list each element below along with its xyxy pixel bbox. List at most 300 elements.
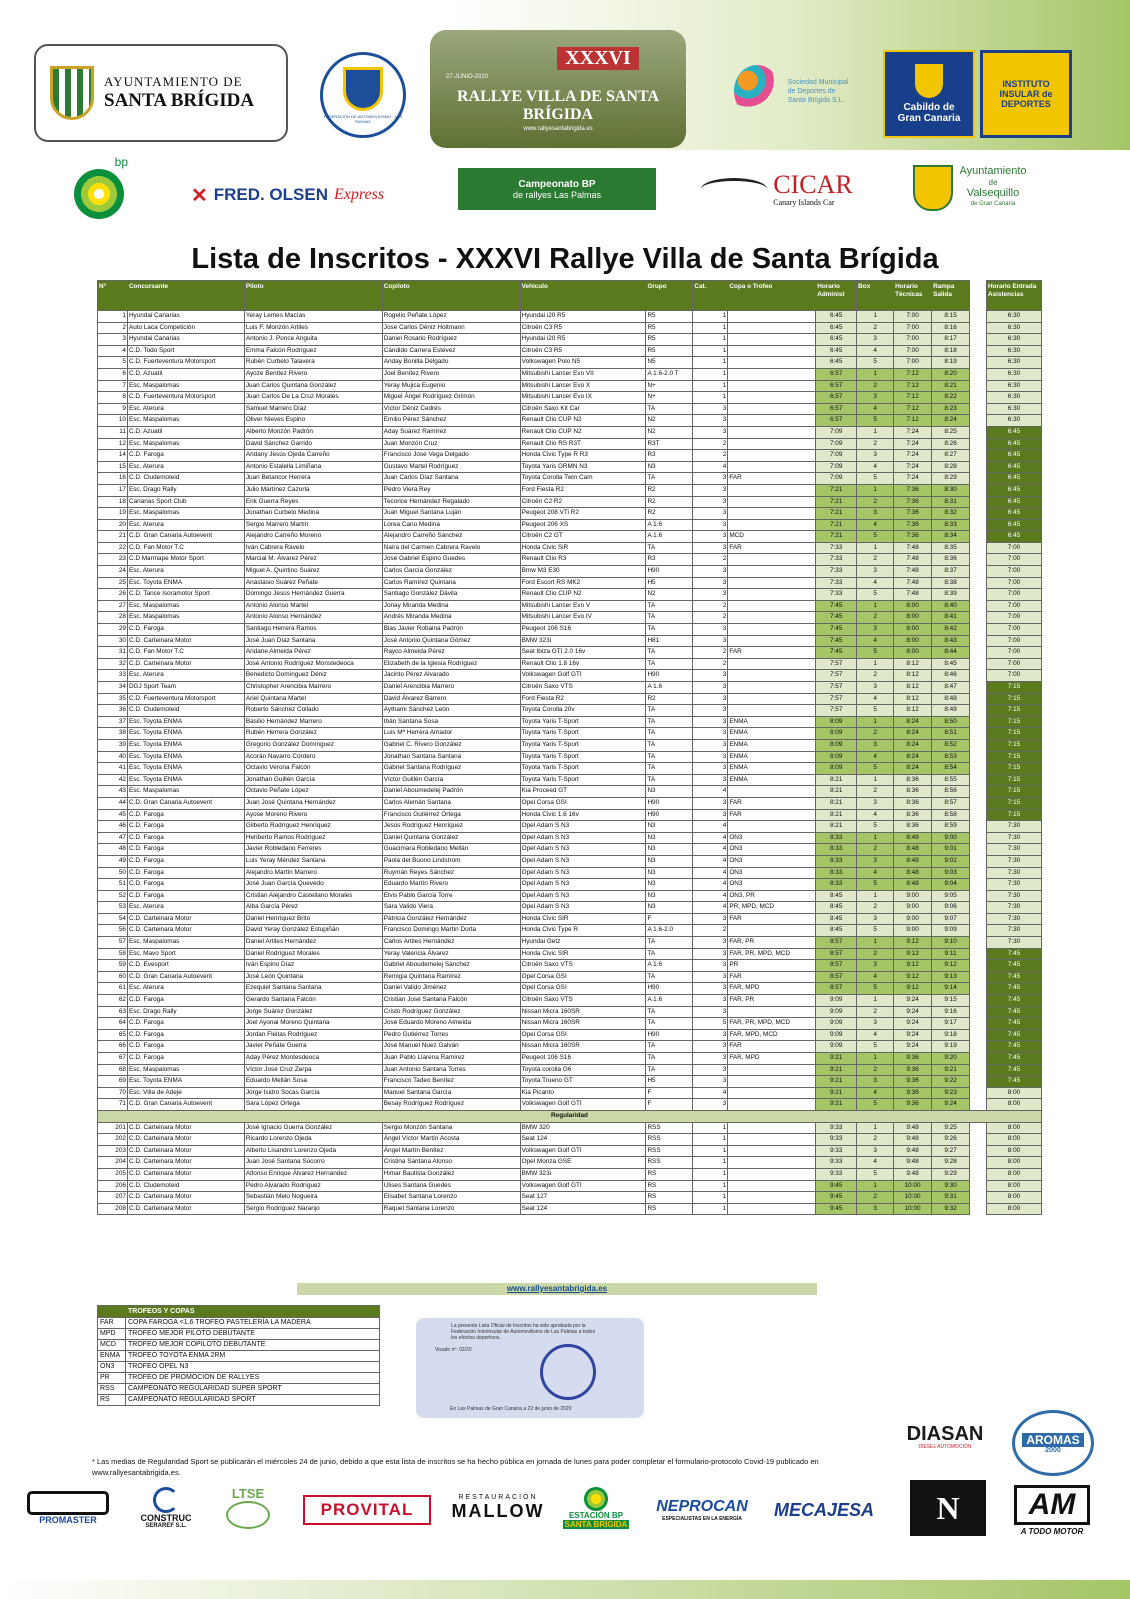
cell-asistencias: 7:15	[986, 716, 1041, 728]
cell-copa	[728, 415, 816, 427]
cell-piloto: Domingo Jesús Hernández Guerra	[244, 589, 382, 601]
cell-asistencias: 7:30	[986, 879, 1041, 891]
cell-piloto: Daniel Rodríguez Morales	[244, 948, 382, 960]
cell-concursante: C.D. Carteinara Motor	[127, 658, 244, 670]
cell-piloto: Sergio Rodríguez Naranjo	[244, 1203, 382, 1215]
promaster-mark-icon	[27, 1491, 109, 1515]
cell-rampa: 8:23	[932, 403, 970, 415]
cell-asistencias: 7:45	[986, 1076, 1041, 1088]
cell-box: 5	[857, 589, 894, 601]
cell-rampa: 8:51	[932, 728, 970, 740]
cell-copiloto: Santiago González Dávila	[382, 589, 520, 601]
cell-asistencias: 7:00	[986, 635, 1041, 647]
cell-num: 48	[98, 844, 128, 856]
cicar-sub: Canary Islands Car	[773, 197, 835, 207]
cell-rampa: 8:39	[932, 589, 970, 601]
cell-asistencias: 6:30	[986, 345, 1041, 357]
cell-box: 2	[857, 496, 894, 508]
cell-horario-tecnicas: 8:36	[894, 797, 932, 809]
cell-piloto: Iván Espino Díaz	[244, 960, 382, 972]
cell-grupo: A 1.6-2.0 T	[646, 368, 693, 380]
cell-box: 1	[857, 1180, 894, 1192]
cell-concursante: C.D. Cludemoteid	[127, 705, 244, 717]
cell-vehiculo: Peugeot 208 VTi R2	[520, 508, 646, 520]
trofeo-desc: CAMPEONATO REGULARIDAD SUPER SPORT	[126, 1384, 380, 1395]
table-row	[98, 867, 1042, 879]
cell-box: 4	[857, 1087, 894, 1099]
cell-grupo: TA	[646, 751, 693, 763]
cell-num: 69	[98, 1076, 128, 1088]
cell-num: 44	[98, 797, 128, 809]
trofeo-row	[98, 1318, 380, 1329]
rally-date: 27-JUNIO-2020	[446, 73, 489, 80]
cell-vehiculo: Seat 124	[520, 1203, 646, 1215]
cell-horario-tecnicas: 7:36	[894, 508, 932, 520]
cell-rampa: 9:23	[932, 1087, 970, 1099]
cell-asistencias: 7:00	[986, 612, 1041, 624]
cell-horario-admin: 8:57	[816, 948, 857, 960]
cell-asistencias: 8:00	[986, 1157, 1041, 1169]
table-row	[98, 809, 1042, 821]
cell-vehiculo: Citroën Saxo VTS	[520, 960, 646, 972]
cell-asistencias: 7:45	[986, 995, 1041, 1007]
cell-horario-admin: 8:33	[816, 867, 857, 879]
cell-gap	[970, 937, 987, 949]
cell-gap	[970, 1041, 987, 1053]
cell-num: 23	[98, 554, 128, 566]
cell-piloto: Rubén Herrera González	[244, 728, 382, 740]
cell-box: 4	[857, 693, 894, 705]
cell-copa: FAR, PR, MPD, MCD	[728, 948, 816, 960]
cell-grupo: TA	[646, 774, 693, 786]
cell-gap	[970, 519, 987, 531]
cell-horario-tecnicas: 9:24	[894, 995, 932, 1007]
cell-gap	[970, 1018, 987, 1030]
cell-rampa: 9:07	[932, 913, 970, 925]
cell-horario-admin: 6:45	[816, 345, 857, 357]
cell-piloto: Roberto Sánchez Collado	[244, 705, 382, 717]
cell-asistencias: 7:15	[986, 763, 1041, 775]
cell-rampa: 8:56	[932, 786, 970, 798]
cell-box: 1	[857, 311, 894, 323]
cell-piloto: Antonio J. Ponce Anguita	[244, 334, 382, 346]
cell-copa: ENMA	[728, 716, 816, 728]
cell-gap	[970, 821, 987, 833]
cell-horario-tecnicas: 9:48	[894, 1122, 932, 1134]
cell-horario-tecnicas: 9:12	[894, 983, 932, 995]
cell-grupo: R5	[646, 311, 693, 323]
cell-vehiculo: Peugeot 106 S16	[520, 624, 646, 636]
cell-horario-tecnicas: 7:12	[894, 403, 932, 415]
cell-copa	[728, 519, 816, 531]
cell-asistencias: 6:45	[986, 461, 1041, 473]
cell-vehiculo: Renault Clio CUP N2	[520, 589, 646, 601]
cicar-logo	[692, 165, 862, 213]
trofeos-table	[97, 1305, 380, 1406]
cell-asistencias: 6:45	[986, 484, 1041, 496]
cell-box: 1	[857, 995, 894, 1007]
cell-copiloto: Yeray Mujica Eugenio	[382, 380, 520, 392]
table-row	[98, 751, 1042, 763]
cell-grupo: N+	[646, 380, 693, 392]
cell-horario-tecnicas: 9:48	[894, 1157, 932, 1169]
cell-rampa: 9:20	[932, 1053, 970, 1065]
cell-vehiculo: Volkswagen Golf GTI	[520, 670, 646, 682]
cell-asistencias: 6:45	[986, 450, 1041, 462]
cell-cat: 5	[693, 1018, 728, 1030]
trofeo-code: MPD	[98, 1329, 126, 1340]
cell-box: 2	[857, 786, 894, 798]
sociedad-line2: de Deportes de	[787, 87, 836, 95]
cell-rampa: 8:57	[932, 797, 970, 809]
cell-copa	[728, 1099, 816, 1111]
cell-copa	[728, 1134, 816, 1146]
cell-copa	[728, 461, 816, 473]
cell-asistencias: 7:15	[986, 751, 1041, 763]
cell-num: 51	[98, 879, 128, 891]
cell-piloto: Gregorio González Domínguez	[244, 739, 382, 751]
cell-concursante: Esc. Aterura	[127, 403, 244, 415]
cell-cat: 1	[693, 357, 728, 369]
cell-grupo: TA	[646, 763, 693, 775]
cell-box: 1	[857, 542, 894, 554]
cell-copa	[728, 368, 816, 380]
n-logo: N	[910, 1480, 986, 1536]
cell-cat: 2	[693, 450, 728, 462]
cell-num: 21	[98, 531, 128, 543]
table-row	[98, 937, 1042, 949]
cell-cat: 3	[693, 670, 728, 682]
cell-grupo: N5	[646, 357, 693, 369]
cell-grupo: RSS	[646, 1122, 693, 1134]
cell-grupo: N3	[646, 879, 693, 891]
cell-copa: ON3	[728, 867, 816, 879]
website-link[interactable]: www.rallyesantabrigida.es	[297, 1283, 817, 1295]
cell-box: 1	[857, 832, 894, 844]
cell-grupo: TA	[646, 971, 693, 983]
cell-piloto: Aridane Almeida Pérez	[244, 647, 382, 659]
cell-grupo: N3	[646, 844, 693, 856]
cell-grupo: TA	[646, 624, 693, 636]
cell-num: 58	[98, 948, 128, 960]
cell-vehiculo: Hyundai i20 R5	[520, 334, 646, 346]
cell-piloto: Jorge Suárez González	[244, 1006, 382, 1018]
cell-rampa: 8:36	[932, 554, 970, 566]
cell-vehiculo: Opel Adam S N3	[520, 902, 646, 914]
cell-gap	[970, 925, 987, 937]
cell-gap	[970, 322, 987, 334]
cell-gap	[970, 890, 987, 902]
cell-horario-tecnicas: 7:36	[894, 519, 932, 531]
cell-rampa: 9:01	[932, 844, 970, 856]
cell-horario-admin: 7:33	[816, 566, 857, 578]
cell-asistencias: 7:45	[986, 1018, 1041, 1030]
cell-piloto: Sebastián Melo Nogueira	[244, 1192, 382, 1204]
cell-grupo: N3	[646, 461, 693, 473]
cell-horario-admin: 8:09	[816, 728, 857, 740]
table-row	[98, 960, 1042, 972]
cell-concursante: Esc. Toyota ENMA	[127, 739, 244, 751]
header-col-box: Box	[857, 281, 894, 311]
cell-copa: FAR	[728, 797, 816, 809]
cell-asistencias: 6:45	[986, 438, 1041, 450]
cell-copiloto: Francisco Gutiérrez Ortega	[382, 809, 520, 821]
cell-cat: 3	[693, 948, 728, 960]
cell-cat: 3	[693, 403, 728, 415]
cell-rampa: 8:20	[932, 368, 970, 380]
cell-horario-tecnicas: 9:00	[894, 925, 932, 937]
cell-vehiculo: Citroën Saxo VTS	[520, 682, 646, 694]
table-row	[98, 879, 1042, 891]
cell-copa	[728, 1145, 816, 1157]
cell-concursante: Esc. Toyota ENMA	[127, 763, 244, 775]
bp-text: bp	[114, 155, 128, 169]
cell-num: 2	[98, 322, 128, 334]
estacion-bp-logo	[560, 1478, 632, 1538]
cell-vehiculo: Seat 127	[520, 1192, 646, 1204]
cell-horario-admin: 7:33	[816, 577, 857, 589]
cell-num: 20	[98, 519, 128, 531]
cell-vehiculo: Opel Corsa GSI	[520, 983, 646, 995]
cell-copiloto: Sergio Monzón Santana	[382, 1122, 520, 1134]
cell-gap	[970, 635, 987, 647]
cell-piloto: Marcial M. Álvarez Pérez	[244, 554, 382, 566]
cell-grupo: TA	[646, 937, 693, 949]
cell-rampa: 8:34	[932, 531, 970, 543]
cell-copiloto: Víctor Déniz Cedrés	[382, 403, 520, 415]
cell-rampa: 9:16	[932, 1006, 970, 1018]
cell-gap	[970, 797, 987, 809]
cell-cat: 1	[693, 334, 728, 346]
cell-horario-admin: 8:45	[816, 902, 857, 914]
rally-roman-numeral: XXXVI	[557, 47, 639, 70]
cell-rampa: 9:25	[932, 1122, 970, 1134]
cell-grupo: TA	[646, 600, 693, 612]
cell-vehiculo: Nissan Micra 160SR	[520, 1018, 646, 1030]
cell-cat: 1	[693, 1192, 728, 1204]
cell-horario-admin: 8:33	[816, 855, 857, 867]
cell-grupo: TA	[646, 1053, 693, 1065]
cell-cat: 1	[693, 1122, 728, 1134]
cell-copiloto: David Álvarez Barrero	[382, 693, 520, 705]
table-row	[98, 334, 1042, 346]
cell-grupo: TA	[646, 1064, 693, 1076]
cell-box: 1	[857, 716, 894, 728]
cell-cat: 3	[693, 542, 728, 554]
cell-concursante: Esc. Maspalomas	[127, 438, 244, 450]
cell-cat: 4	[693, 867, 728, 879]
cell-grupo: N2	[646, 589, 693, 601]
cell-horario-tecnicas: 7:48	[894, 542, 932, 554]
cell-horario-admin: 8:09	[816, 751, 857, 763]
cell-box: 2	[857, 1064, 894, 1076]
cell-horario-admin: 6:45	[816, 311, 857, 323]
cell-gap	[970, 1180, 987, 1192]
cell-gap	[970, 1168, 987, 1180]
cell-piloto: Gilberto Rodríguez Henríquez	[244, 821, 382, 833]
cell-box: 3	[857, 682, 894, 694]
cell-num: 9	[98, 403, 128, 415]
cell-copiloto: Naira del Carmen Cabrera Ravelo	[382, 542, 520, 554]
cell-vehiculo: Volkswagen Polo N5	[520, 357, 646, 369]
cicar-name: CICAR	[773, 169, 853, 199]
cell-num: 56	[98, 925, 128, 937]
cell-gap	[970, 948, 987, 960]
cell-asistencias: 6:30	[986, 368, 1041, 380]
cell-num: 206	[98, 1180, 128, 1192]
cell-gap	[970, 450, 987, 462]
cell-copa	[728, 577, 816, 589]
cell-horario-tecnicas: 7:12	[894, 380, 932, 392]
cell-gap	[970, 368, 987, 380]
table-row	[98, 1192, 1042, 1204]
table-row	[98, 1203, 1042, 1215]
cell-num: 1	[98, 311, 128, 323]
cell-concursante: C.D. Todo Sport	[127, 345, 244, 357]
cell-horario-admin: 7:45	[816, 624, 857, 636]
header-col-concursante: Concursante	[127, 281, 244, 311]
cell-horario-admin: 8:45	[816, 913, 857, 925]
cell-horario-tecnicas: 8:36	[894, 774, 932, 786]
cell-box: 4	[857, 867, 894, 879]
cell-vehiculo: Peugeot 106 S16	[520, 1053, 646, 1065]
cell-grupo: R5	[646, 334, 693, 346]
cell-vehiculo: Toyota Yaris T-Sport	[520, 716, 646, 728]
cell-asistencias: 7:00	[986, 624, 1041, 636]
cell-rampa: 8:42	[932, 624, 970, 636]
cell-rampa: 9:12	[932, 960, 970, 972]
cell-concursante: C.D Marmape Motor Sport	[127, 554, 244, 566]
header-col-vehiculo: Vehículo	[520, 281, 646, 311]
cell-horario-admin: 8:21	[816, 797, 857, 809]
cell-horario-admin: 9:45	[816, 1203, 857, 1215]
table-row	[98, 682, 1042, 694]
cell-rampa: 9:13	[932, 971, 970, 983]
table-row	[98, 844, 1042, 856]
cell-vehiculo: Toyota corolla G6	[520, 1064, 646, 1076]
cell-horario-tecnicas: 9:48	[894, 1145, 932, 1157]
trofeo-code: FAR	[98, 1318, 126, 1329]
cell-grupo: N3	[646, 902, 693, 914]
cell-gap	[970, 542, 987, 554]
valsequillo-line3: Valsequillo	[966, 187, 1020, 199]
cell-copiloto: Jacinto Pérez Alvarado	[382, 670, 520, 682]
cell-box: 4	[857, 971, 894, 983]
trofeo-desc: COPA FAROGA <1.6 TROFEO PASTELERÍA LA MADERA	[126, 1318, 380, 1329]
cell-cat: 2	[693, 647, 728, 659]
cell-copiloto: Paola del Buono Lindstrom	[382, 855, 520, 867]
cell-horario-admin: 7:33	[816, 589, 857, 601]
cell-copa	[728, 311, 816, 323]
cell-vehiculo: Toyota Yaris T-Sport	[520, 763, 646, 775]
cell-copiloto: Patricia González Hernández	[382, 913, 520, 925]
cell-asistencias: 6:30	[986, 334, 1041, 346]
cell-asistencias: 7:30	[986, 821, 1041, 833]
cell-asistencias: 7:45	[986, 1029, 1041, 1041]
cell-concursante: C.D. Fuerteventura Motorsport	[127, 693, 244, 705]
cell-concursante: C.D. Faroga	[127, 879, 244, 891]
cell-gap	[970, 867, 987, 879]
table-row	[98, 1029, 1042, 1041]
cell-asistencias: 6:45	[986, 508, 1041, 520]
cell-piloto: Juan Carlos De La Cruz Morales	[244, 392, 382, 404]
cell-horario-admin: 8:09	[816, 763, 857, 775]
cell-num: 29	[98, 624, 128, 636]
header-col-copiloto: Copiloto	[382, 281, 520, 311]
cell-piloto: José Antonio Rodríguez Monstedeoca	[244, 658, 382, 670]
cell-num: 22	[98, 542, 128, 554]
cell-horario-tecnicas: 8:36	[894, 821, 932, 833]
cell-asistencias: 6:30	[986, 403, 1041, 415]
cell-num: 18	[98, 496, 128, 508]
table-body	[98, 311, 1042, 1215]
cell-copiloto: José Gabriel Espino Guedes	[382, 554, 520, 566]
cell-rampa: 9:29	[932, 1168, 970, 1180]
cell-horario-tecnicas: 7:36	[894, 531, 932, 543]
cell-gap	[970, 600, 987, 612]
table-row	[98, 1145, 1042, 1157]
cell-copa	[728, 1157, 816, 1169]
cell-piloto: Miguel A. Quintino Suárez	[244, 566, 382, 578]
cell-piloto: Alba García Pérez	[244, 902, 382, 914]
cell-num: 5	[98, 357, 128, 369]
neprocan-logo	[646, 1490, 758, 1530]
cell-gap	[970, 1053, 987, 1065]
cell-concursante: C.D. Carteinara Motor	[127, 925, 244, 937]
cell-num: 61	[98, 983, 128, 995]
cell-gap	[970, 612, 987, 624]
cell-horario-tecnicas: 8:00	[894, 612, 932, 624]
neprocan-name: NEPROCAN	[656, 1498, 748, 1515]
cell-piloto: Erik Guerra Reyes	[244, 496, 382, 508]
cell-cat: 1	[693, 1180, 728, 1192]
cell-piloto: Daniel Artiles Hernández	[244, 937, 382, 949]
table-row	[98, 739, 1042, 751]
cell-num: 25	[98, 577, 128, 589]
cell-grupo: A 1.6-2.0	[646, 925, 693, 937]
cell-copiloto: Blas Javier Robaina Padrón	[382, 624, 520, 636]
trofeo-desc: CAMPEONATO REGULARIDAD SPORT	[126, 1395, 380, 1406]
cell-piloto: Octavio Peñate López	[244, 786, 382, 798]
cell-gap	[970, 682, 987, 694]
cell-piloto: Jonathan Curbelo Medina	[244, 508, 382, 520]
cell-vehiculo: Toyota Corolla 20v	[520, 705, 646, 717]
cell-copa	[728, 705, 816, 717]
cell-grupo: N3	[646, 867, 693, 879]
cell-copiloto: Juan Pablo Llarena Ramírez	[382, 1053, 520, 1065]
table-row	[98, 763, 1042, 775]
cell-box: 1	[857, 1053, 894, 1065]
cell-num: 30	[98, 635, 128, 647]
cell-gap	[970, 1145, 987, 1157]
cell-horario-admin: 9:21	[816, 1076, 857, 1088]
cell-piloto: Jorge Isidro Socas García	[244, 1087, 382, 1099]
cell-horario-admin: 9:45	[816, 1180, 857, 1192]
cell-horario-tecnicas: 8:48	[894, 832, 932, 844]
cell-piloto: Javier Robledano Ferreres	[244, 844, 382, 856]
cell-copa	[728, 670, 816, 682]
cell-cat: 3	[693, 1053, 728, 1065]
cell-num: 68	[98, 1064, 128, 1076]
cell-num: 65	[98, 1029, 128, 1041]
table-row	[98, 415, 1042, 427]
cell-num: 33	[98, 670, 128, 682]
mecajesa-logo: MECAJESA	[773, 1499, 875, 1520]
cell-concursante: Esc. Drago Rally	[127, 484, 244, 496]
cell-num: 35	[98, 693, 128, 705]
cell-horario-tecnicas: 8:36	[894, 809, 932, 821]
cell-rampa: 8:31	[932, 496, 970, 508]
